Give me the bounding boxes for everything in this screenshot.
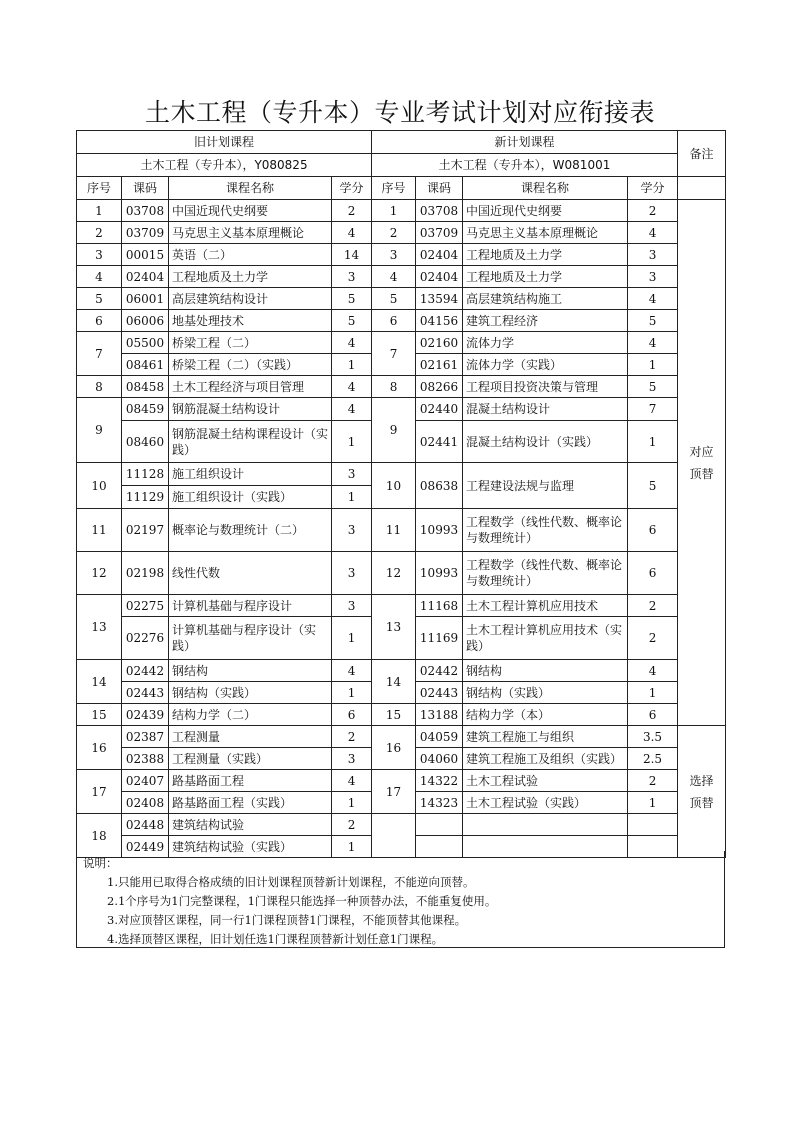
old-seq-no: 15 bbox=[77, 704, 122, 726]
old-major-label: 土木工程（专升本），Y080825 bbox=[77, 154, 372, 177]
table-row bbox=[77, 310, 726, 332]
old-seq-no: 6 bbox=[77, 310, 122, 332]
old-course-name: 桥梁工程（二） bbox=[169, 332, 332, 354]
old-seq-no: 2 bbox=[77, 222, 122, 244]
new-course-code: 14322 bbox=[416, 770, 463, 792]
new-course-credit: 2 bbox=[628, 200, 678, 222]
new-course-credit: 4 bbox=[628, 222, 678, 244]
old-course-code: 02387 bbox=[122, 726, 169, 748]
remark-optional: 选择顶替 bbox=[678, 726, 726, 858]
new-course-name: 混凝土结构设计（实践） bbox=[463, 421, 628, 463]
new-course-name: 土木工程计算机应用技术（实践） bbox=[463, 617, 628, 660]
table-row bbox=[77, 463, 726, 486]
new-course-name: 工程建设法规与监理 bbox=[463, 463, 628, 509]
old-course-credit: 2 bbox=[332, 726, 372, 748]
old-course-credit: 5 bbox=[332, 310, 372, 332]
old-course-name: 计算机基础与程序设计（实践） bbox=[169, 617, 332, 660]
old-course-name: 建筑结构试验（实践） bbox=[169, 836, 332, 858]
new-course-credit: 1 bbox=[628, 682, 678, 704]
old-course-name: 桥梁工程（二）（实践） bbox=[169, 354, 332, 376]
old-course-name: 钢结构（实践） bbox=[169, 682, 332, 704]
old-course-code: 02275 bbox=[122, 595, 169, 617]
table-row bbox=[77, 660, 726, 682]
old-course-code: 11128 bbox=[122, 463, 169, 486]
new-course-credit bbox=[628, 814, 678, 836]
old-course-credit: 4 bbox=[332, 398, 372, 421]
new-course-credit: 6 bbox=[628, 704, 678, 726]
new-course-name: 工程数学（线性代数、概率论与数理统计） bbox=[463, 552, 628, 595]
table-row bbox=[77, 726, 726, 748]
old-course-code: 08461 bbox=[122, 354, 169, 376]
new-course-name bbox=[463, 814, 628, 836]
new-course-name: 结构力学（本） bbox=[463, 704, 628, 726]
col-name-new: 课程名称 bbox=[463, 177, 628, 200]
remark-corresponding: 对应顶替 bbox=[678, 200, 726, 726]
new-seq-no: 13 bbox=[372, 595, 416, 660]
new-major-label: 土木工程（专升本），W081001 bbox=[372, 154, 678, 177]
old-seq-no: 1 bbox=[77, 200, 122, 222]
old-course-credit: 2 bbox=[332, 814, 372, 836]
new-seq-no: 17 bbox=[372, 770, 416, 814]
old-course-name: 施工组织设计 bbox=[169, 463, 332, 486]
old-course-name: 中国近现代史纲要 bbox=[169, 200, 332, 222]
old-course-name: 工程地质及土力学 bbox=[169, 266, 332, 288]
old-course-credit: 3 bbox=[332, 595, 372, 617]
old-course-code: 02407 bbox=[122, 770, 169, 792]
new-course-name: 马克思主义基本原理概论 bbox=[463, 222, 628, 244]
old-course-credit: 1 bbox=[332, 486, 372, 509]
new-course-code: 13188 bbox=[416, 704, 463, 726]
remark-blank bbox=[678, 177, 726, 200]
new-plan-header: 新计划课程 bbox=[372, 131, 678, 154]
new-course-credit: 5 bbox=[628, 376, 678, 398]
table-row bbox=[77, 595, 726, 617]
table-row bbox=[77, 770, 726, 792]
new-seq-no: 16 bbox=[372, 726, 416, 770]
old-course-code: 02388 bbox=[122, 748, 169, 770]
old-course-name: 钢筋混凝土结构设计 bbox=[169, 398, 332, 421]
old-course-name: 马克思主义基本原理概论 bbox=[169, 222, 332, 244]
old-course-name: 地基处理技术 bbox=[169, 310, 332, 332]
table-row bbox=[77, 266, 726, 288]
new-course-name: 中国近现代史纲要 bbox=[463, 200, 628, 222]
col-code-new: 课码 bbox=[416, 177, 463, 200]
new-course-credit: 1 bbox=[628, 354, 678, 376]
new-course-name: 流体力学 bbox=[463, 332, 628, 354]
old-seq-no: 4 bbox=[77, 266, 122, 288]
table-row bbox=[77, 509, 726, 552]
old-course-code: 02408 bbox=[122, 792, 169, 814]
new-course-code: 02161 bbox=[416, 354, 463, 376]
new-seq-no: 11 bbox=[372, 509, 416, 552]
old-course-name: 工程测量（实践） bbox=[169, 748, 332, 770]
new-seq-no: 3 bbox=[372, 244, 416, 266]
col-credit-old: 学分 bbox=[332, 177, 372, 200]
new-course-name: 土木工程计算机应用技术 bbox=[463, 595, 628, 617]
old-seq-no: 16 bbox=[77, 726, 122, 770]
col-code-old: 课码 bbox=[122, 177, 169, 200]
table-row bbox=[77, 332, 726, 354]
old-course-code: 08460 bbox=[122, 421, 169, 463]
note-item: 4.选择顶替区课程，旧计划任选1门课程顶替新计划任意1门课程。 bbox=[107, 932, 444, 946]
new-course-code: 04156 bbox=[416, 310, 463, 332]
new-course-code: 03709 bbox=[416, 222, 463, 244]
new-seq-no: 14 bbox=[372, 660, 416, 704]
table-row bbox=[77, 376, 726, 398]
old-course-name: 路基路面工程（实践） bbox=[169, 792, 332, 814]
old-course-name: 工程测量 bbox=[169, 726, 332, 748]
new-course-credit: 3 bbox=[628, 266, 678, 288]
old-seq-no: 12 bbox=[77, 552, 122, 595]
new-seq-no: 15 bbox=[372, 704, 416, 726]
new-course-code: 13594 bbox=[416, 288, 463, 310]
old-course-code: 02197 bbox=[122, 509, 169, 552]
old-course-name: 结构力学（二） bbox=[169, 704, 332, 726]
new-course-code: 02404 bbox=[416, 266, 463, 288]
new-seq-no: 6 bbox=[372, 310, 416, 332]
new-course-credit: 7 bbox=[628, 398, 678, 421]
new-course-code: 10993 bbox=[416, 552, 463, 595]
old-course-code: 02404 bbox=[122, 266, 169, 288]
col-credit-new: 学分 bbox=[628, 177, 678, 200]
old-seq-no: 9 bbox=[77, 398, 122, 463]
old-course-code: 03709 bbox=[122, 222, 169, 244]
col-no-old: 序号 bbox=[77, 177, 122, 200]
note-item: 3.对应顶替区课程，同一行1门课程顶替1门课程，不能顶替其他课程。 bbox=[107, 913, 467, 927]
old-course-credit: 3 bbox=[332, 748, 372, 770]
old-course-name: 计算机基础与程序设计 bbox=[169, 595, 332, 617]
old-course-credit: 4 bbox=[332, 332, 372, 354]
table-row bbox=[77, 398, 726, 421]
col-name-old: 课程名称 bbox=[169, 177, 332, 200]
new-course-code: 08638 bbox=[416, 463, 463, 509]
table-row bbox=[77, 704, 726, 726]
old-course-code: 02448 bbox=[122, 814, 169, 836]
new-course-name: 建筑工程经济 bbox=[463, 310, 628, 332]
col-no-new: 序号 bbox=[372, 177, 416, 200]
old-course-name: 高层建筑结构设计 bbox=[169, 288, 332, 310]
old-course-name: 施工组织设计（实践） bbox=[169, 486, 332, 509]
old-course-credit: 4 bbox=[332, 222, 372, 244]
new-course-name: 工程地质及土力学 bbox=[463, 266, 628, 288]
new-course-credit: 1 bbox=[628, 421, 678, 463]
course-mapping-table bbox=[76, 130, 726, 858]
old-course-credit: 1 bbox=[332, 682, 372, 704]
new-course-credit: 2 bbox=[628, 770, 678, 792]
old-course-code: 08458 bbox=[122, 376, 169, 398]
new-course-code: 02443 bbox=[416, 682, 463, 704]
new-course-credit: 4 bbox=[628, 660, 678, 682]
new-course-code: 03708 bbox=[416, 200, 463, 222]
new-course-code: 02160 bbox=[416, 332, 463, 354]
new-course-credit: 4 bbox=[628, 288, 678, 310]
old-course-code: 08459 bbox=[122, 398, 169, 421]
new-course-name: 钢结构 bbox=[463, 660, 628, 682]
note-item: 2.1个序号为1门完整课程，1门课程只能选择一种顶替办法，不能重复使用。 bbox=[107, 894, 497, 908]
new-course-credit: 4 bbox=[628, 332, 678, 354]
old-course-name: 路基路面工程 bbox=[169, 770, 332, 792]
old-course-code: 02439 bbox=[122, 704, 169, 726]
new-course-code: 04060 bbox=[416, 748, 463, 770]
old-course-credit: 1 bbox=[332, 354, 372, 376]
old-course-name: 概率论与数理统计（二） bbox=[169, 509, 332, 552]
new-course-credit: 5 bbox=[628, 463, 678, 509]
old-course-credit: 6 bbox=[332, 704, 372, 726]
note-item: 1.只能用已取得合格成绩的旧计划课程顶替新计划课程，不能逆向顶替。 bbox=[107, 875, 475, 889]
table-row bbox=[77, 222, 726, 244]
old-plan-header: 旧计划课程 bbox=[77, 131, 372, 154]
new-seq-no: 4 bbox=[372, 266, 416, 288]
old-seq-no: 14 bbox=[77, 660, 122, 704]
old-course-name: 钢筋混凝土结构课程设计（实践） bbox=[169, 421, 332, 463]
old-course-credit: 5 bbox=[332, 288, 372, 310]
new-course-code: 10993 bbox=[416, 509, 463, 552]
old-course-code: 02276 bbox=[122, 617, 169, 660]
new-seq-no: 2 bbox=[372, 222, 416, 244]
old-course-name: 英语（二） bbox=[169, 244, 332, 266]
page-title: 土木工程（专升本）专业考试计划对应衔接表 bbox=[144, 98, 655, 127]
new-course-code: 04059 bbox=[416, 726, 463, 748]
new-course-name: 混凝土结构设计 bbox=[463, 398, 628, 421]
old-seq-no: 18 bbox=[77, 814, 122, 858]
old-course-code: 02443 bbox=[122, 682, 169, 704]
new-course-name: 土木工程试验（实践） bbox=[463, 792, 628, 814]
old-course-code: 11129 bbox=[122, 486, 169, 509]
notes-box bbox=[76, 851, 725, 948]
new-course-code: 02404 bbox=[416, 244, 463, 266]
old-course-credit: 1 bbox=[332, 792, 372, 814]
old-course-credit: 3 bbox=[332, 509, 372, 552]
old-seq-no: 10 bbox=[77, 463, 122, 509]
old-course-credit: 4 bbox=[332, 376, 372, 398]
old-course-code: 03708 bbox=[122, 200, 169, 222]
new-course-credit: 3 bbox=[628, 244, 678, 266]
new-seq-no: 8 bbox=[372, 376, 416, 398]
old-course-credit: 14 bbox=[332, 244, 372, 266]
new-course-name: 工程项目投资决策与管理 bbox=[463, 376, 628, 398]
table-row bbox=[77, 814, 726, 836]
table-row bbox=[77, 244, 726, 266]
new-course-name: 建筑工程施工与组织 bbox=[463, 726, 628, 748]
old-seq-no: 5 bbox=[77, 288, 122, 310]
new-course-name: 工程数学（线性代数、概率论与数理统计） bbox=[463, 509, 628, 552]
old-course-code: 06006 bbox=[122, 310, 169, 332]
new-course-code: 02441 bbox=[416, 421, 463, 463]
old-course-code: 05500 bbox=[122, 332, 169, 354]
old-course-name: 建筑结构试验 bbox=[169, 814, 332, 836]
old-course-credit: 4 bbox=[332, 660, 372, 682]
new-seq-no: 10 bbox=[372, 463, 416, 509]
new-course-code: 14323 bbox=[416, 792, 463, 814]
old-seq-no: 11 bbox=[77, 509, 122, 552]
new-course-code: 11169 bbox=[416, 617, 463, 660]
new-course-credit: 2 bbox=[628, 617, 678, 660]
old-course-code: 02442 bbox=[122, 660, 169, 682]
new-seq-no: 1 bbox=[372, 200, 416, 222]
new-course-credit: 6 bbox=[628, 552, 678, 595]
old-seq-no: 13 bbox=[77, 595, 122, 660]
table-row bbox=[77, 200, 726, 222]
old-course-name: 土木工程经济与项目管理 bbox=[169, 376, 332, 398]
old-course-credit: 1 bbox=[332, 617, 372, 660]
new-course-credit: 2.5 bbox=[628, 748, 678, 770]
old-course-name: 钢结构 bbox=[169, 660, 332, 682]
old-course-code: 06001 bbox=[122, 288, 169, 310]
old-seq-no: 7 bbox=[77, 332, 122, 376]
new-seq-no: 5 bbox=[372, 288, 416, 310]
new-seq-no: 7 bbox=[372, 332, 416, 376]
new-course-name: 土木工程试验 bbox=[463, 770, 628, 792]
new-course-code: 02442 bbox=[416, 660, 463, 682]
table-row bbox=[77, 288, 726, 310]
old-seq-no: 8 bbox=[77, 376, 122, 398]
table-row bbox=[77, 552, 726, 595]
new-course-name: 建筑工程施工及组织（实践） bbox=[463, 748, 628, 770]
remark-header: 备注 bbox=[678, 131, 726, 177]
old-course-credit: 3 bbox=[332, 266, 372, 288]
table-body bbox=[77, 131, 726, 858]
new-course-name: 钢结构（实践） bbox=[463, 682, 628, 704]
new-course-name: 高层建筑结构施工 bbox=[463, 288, 628, 310]
new-course-credit: 6 bbox=[628, 509, 678, 552]
old-course-credit: 3 bbox=[332, 552, 372, 595]
old-course-code: 02198 bbox=[122, 552, 169, 595]
new-course-name: 流体力学（实践） bbox=[463, 354, 628, 376]
new-course-credit: 2 bbox=[628, 595, 678, 617]
old-course-code: 02449 bbox=[122, 836, 169, 858]
new-course-code: 08266 bbox=[416, 376, 463, 398]
new-course-credit: 3.5 bbox=[628, 726, 678, 748]
old-course-credit: 3 bbox=[332, 463, 372, 486]
old-course-code: 00015 bbox=[122, 244, 169, 266]
new-course-code: 11168 bbox=[416, 595, 463, 617]
old-course-credit: 1 bbox=[332, 421, 372, 463]
new-course-code bbox=[416, 814, 463, 836]
old-seq-no: 3 bbox=[77, 244, 122, 266]
new-seq-no: 9 bbox=[372, 398, 416, 463]
old-course-credit: 4 bbox=[332, 770, 372, 792]
old-seq-no: 17 bbox=[77, 770, 122, 814]
new-seq-no: 12 bbox=[372, 552, 416, 595]
new-course-credit: 1 bbox=[628, 792, 678, 814]
new-course-credit: 5 bbox=[628, 310, 678, 332]
old-course-credit: 2 bbox=[332, 200, 372, 222]
new-course-code: 02440 bbox=[416, 398, 463, 421]
old-course-credit: 1 bbox=[332, 836, 372, 858]
old-course-name: 线性代数 bbox=[169, 552, 332, 595]
new-course-name: 工程地质及土力学 bbox=[463, 244, 628, 266]
notes-heading: 说明： bbox=[83, 856, 118, 870]
